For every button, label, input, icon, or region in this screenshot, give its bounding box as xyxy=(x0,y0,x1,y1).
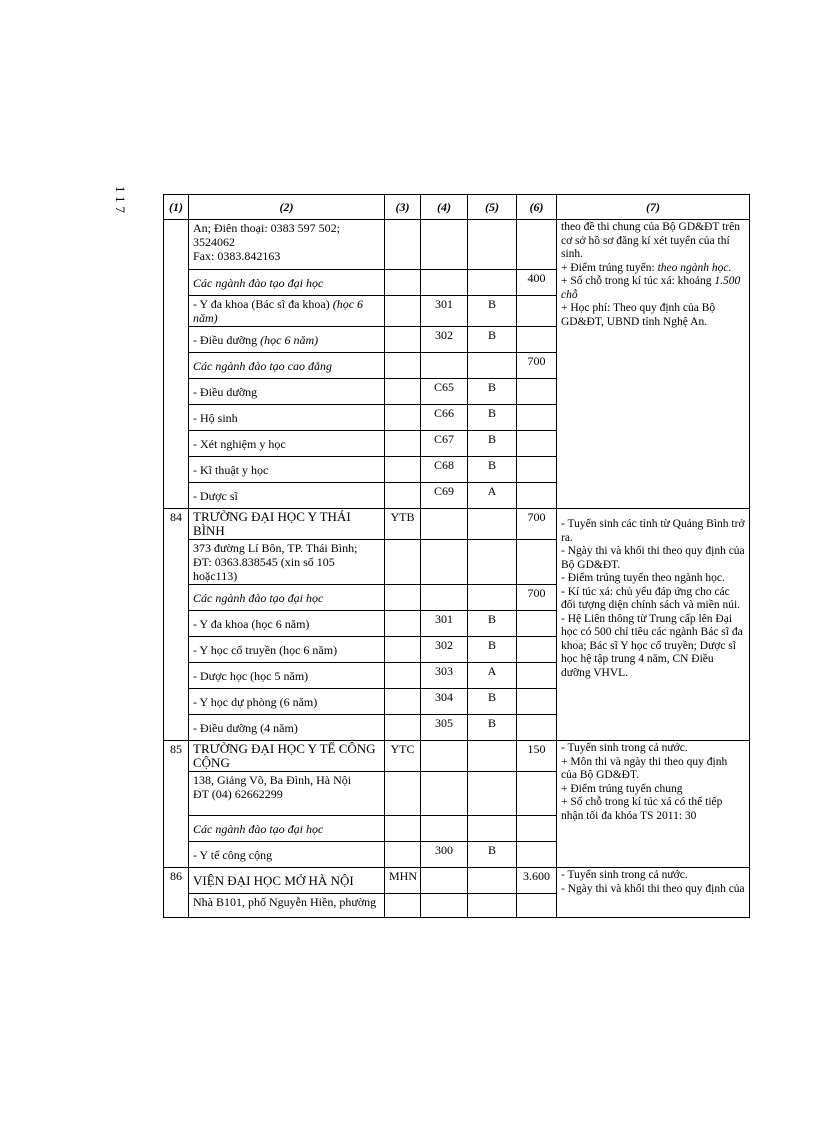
table-row xyxy=(164,868,750,894)
header-col-7: (7) xyxy=(557,195,750,220)
header-col-5: (5) xyxy=(468,195,517,220)
table-row xyxy=(164,220,750,270)
category-label: Các ngành đào tạo cao đẳng xyxy=(189,353,385,379)
category-label: Các ngành đào tạo đại học xyxy=(189,816,385,842)
table-row: - Y tế công cộng 300 B xyxy=(164,842,750,868)
address-cell: 138, Giảng Võ, Ba Đình, Hà Nội ĐT (04) 62662299 xyxy=(189,772,385,816)
header-col-1: (1) xyxy=(164,195,189,220)
category-label: Các ngành đào tạo đại học xyxy=(189,270,385,296)
address-cell: Nhà B101, phố Nguyễn Hiền, phường xyxy=(189,894,385,918)
table-row: - Hộ sinh C66 B xyxy=(164,405,750,431)
school-number: 84 xyxy=(164,509,189,741)
table-row: - Y học dự phòng (6 năm) 304 B xyxy=(164,689,750,715)
table-row: - Y đa khoa (học 6 năm) 301 B xyxy=(164,611,750,637)
school-code: YTB xyxy=(385,509,421,540)
notes-cell: - Tuyển sinh các tỉnh từ Quảng Bình trở ra. - Ngày thi và khối thi theo quy định của Bộ GD&ĐT. - Điểm trúng tuyển theo ngành học. - Kí túc xá: chủ yếu đáp ứng cho các đối tượng diện chính sách và miền núi. - Hệ Liên thông từ Trung cấp lên Đại học có 500 chỉ tiêu các ngành Bác sĩ đa khoa; Bác sĩ Y học cổ truyền; Dược sĩ học hệ tập trung 4 năm, CN Điều dưỡng VHVL. xyxy=(557,509,750,741)
table-row: - Dược sĩ C69 A xyxy=(164,483,750,509)
notes-cell: - Tuyển sinh trong cả nước. + Môn thi và ngày thi theo quy định của Bộ GD&ĐT. + Điểm trúng tuyển chung + Số chỗ trong kí túc xá có thể tiếp nhận tối đa khóa TS 2011: 30 xyxy=(557,741,750,868)
table-row: - Điều dưỡng (4 năm) 305 B xyxy=(164,715,750,741)
category-total: 700 xyxy=(517,353,557,379)
school-code: MHN xyxy=(385,868,421,894)
table-row: - Xét nghiệm y học C67 B xyxy=(164,431,750,457)
address-cell: 373 đường Lí Bôn, TP. Thái Bình; ĐT: 0363.838545 (xin số 105 hoặc113) xyxy=(189,540,385,585)
table-row: - Kĩ thuật y học C68 B xyxy=(164,457,750,483)
table-row xyxy=(164,509,750,540)
notes-cell: - Tuyển sinh trong cả nước. - Ngày thi và khối thi theo quy định của xyxy=(557,868,750,918)
school-number: 86 xyxy=(164,868,189,918)
table-row: - Y học cổ truyền (học 6 năm) 302 B xyxy=(164,637,750,663)
school-total: 3.600 xyxy=(517,868,557,894)
header-col-2: (2) xyxy=(189,195,385,220)
category-total: 400 xyxy=(517,270,557,296)
category-total: 700 xyxy=(517,585,557,611)
notes-cell: theo đề thi chung của Bộ GD&ĐT trên cơ sở hồ sơ đăng kí xét tuyển của thí sinh. + Điểm trúng tuyển: theo ngành học. + Số chỗ trong kí túc xá: khoảng 1.500 chỗ + Học phí: Theo quy định của Bộ GD&ĐT, UBND tỉnh Nghệ An. xyxy=(557,220,750,509)
school-name: TRƯỜNG ĐẠI HỌC Y THÁI BÌNH xyxy=(189,509,385,540)
header-col-3: (3) xyxy=(385,195,421,220)
table-row: - Điều dưỡng (học 6 năm) 302 B xyxy=(164,327,750,353)
school-total: 150 xyxy=(517,741,557,772)
school-name: VIỆN ĐẠI HỌC MỞ HÀ NỘI xyxy=(189,868,385,894)
school-code: YTC xyxy=(385,741,421,772)
table-row: - Dược học (học 5 năm) 303 A xyxy=(164,663,750,689)
header-row xyxy=(164,195,750,220)
admissions-table xyxy=(163,194,750,918)
address-cell: An; Điên thoại: 0383 597 502; 3524062 Fax: 0383.842163 xyxy=(189,220,385,270)
header-col-4: (4) xyxy=(421,195,468,220)
table-row: - Điều dưỡng C65 B xyxy=(164,379,750,405)
school-total: 700 xyxy=(517,509,557,540)
table-row xyxy=(164,741,750,772)
category-label: Các ngành đào tạo đại học xyxy=(189,585,385,611)
table-row: - Y đa khoa (Bác sĩ đa khoa) (học 6 năm) 301 B xyxy=(164,296,750,327)
page-number: 117 xyxy=(113,186,128,218)
school-name: TRƯỜNG ĐẠI HỌC Y TẾ CÔNG CỘNG xyxy=(189,741,385,772)
school-number: 85 xyxy=(164,741,189,868)
header-col-6: (6) xyxy=(517,195,557,220)
